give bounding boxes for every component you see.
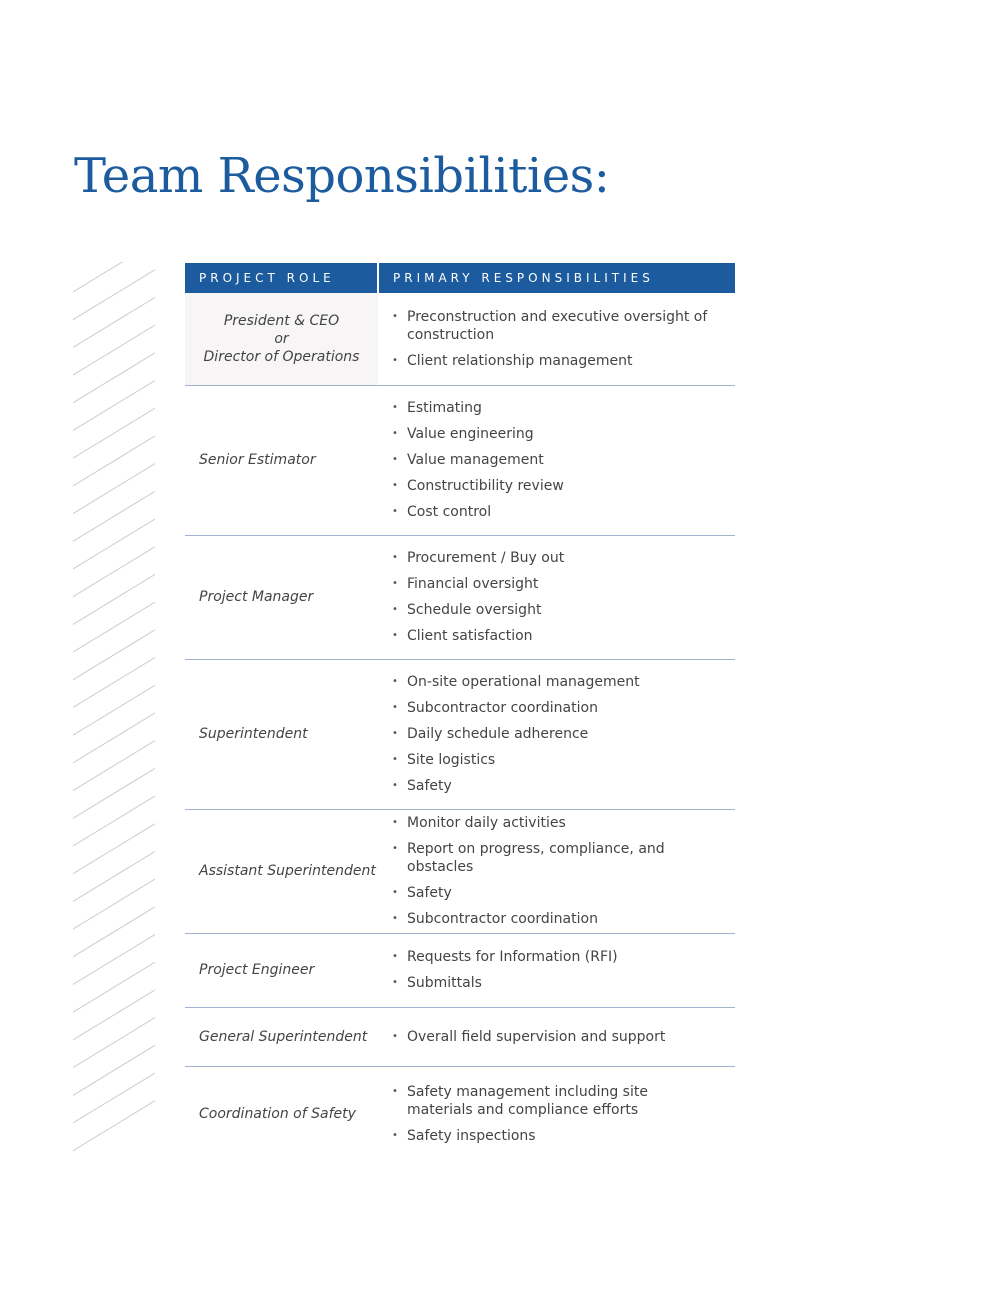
- hatch-line: [73, 630, 155, 680]
- hatch-line: [73, 325, 155, 375]
- page-title: Team Responsibilities:: [74, 148, 610, 204]
- list-item: • Daily schedule adherence: [392, 725, 729, 743]
- hatch-line: [73, 297, 155, 347]
- role-cell: Project Engineer: [185, 933, 378, 1007]
- list-item: • Safety: [392, 777, 729, 795]
- table-row: [185, 659, 735, 809]
- role-cell: General Superintendent: [185, 1007, 378, 1066]
- list-item: • Safety inspections: [392, 1127, 729, 1145]
- table-row: [185, 933, 735, 1007]
- responsibilities-cell: [378, 809, 735, 933]
- hatch-line: [73, 1073, 155, 1123]
- hatch-line: [73, 491, 155, 541]
- list-item: • Client satisfaction: [392, 627, 729, 645]
- hatch-line: [73, 436, 155, 486]
- table-row: [185, 809, 735, 933]
- decorative-hatch-pattern: [73, 262, 155, 1157]
- hatch-line: [73, 796, 155, 846]
- hatch-line: [73, 851, 155, 901]
- list-item: • Monitor daily activities: [392, 814, 729, 832]
- header-primary-responsibilities: PRIMARY RESPONSIBILITIES: [378, 263, 735, 293]
- list-item: • Constructibility review: [392, 477, 729, 495]
- list-item: • Subcontractor coordination: [392, 910, 729, 928]
- responsibilities-cell: [378, 385, 735, 535]
- role-cell: Project Manager: [185, 535, 378, 659]
- list-item: • Safety: [392, 884, 729, 902]
- responsibilities-table: [185, 263, 735, 1162]
- hatch-line: [73, 658, 155, 708]
- hatch-line: [73, 685, 155, 735]
- responsibilities-list: [392, 549, 729, 645]
- table-header-row: [185, 263, 735, 293]
- responsibilities-list: [392, 948, 729, 992]
- hatch-line: [73, 935, 155, 985]
- hatch-line: [73, 381, 155, 431]
- hatch-line: [73, 824, 155, 874]
- responsibilities-cell: [378, 293, 735, 385]
- hatch-line: [73, 574, 155, 624]
- list-item: • Overall field supervision and support: [392, 1028, 729, 1046]
- list-item: • Financial oversight: [392, 575, 729, 593]
- role-line: President & CEO: [223, 312, 340, 329]
- list-item: • Procurement / Buy out: [392, 549, 729, 567]
- hatch-line: [73, 768, 155, 818]
- responsibilities-cell: [378, 1066, 735, 1162]
- list-item: • Cost control: [392, 503, 729, 521]
- responsibilities-list: [392, 1028, 729, 1046]
- list-item: • Safety management including site materials and compliance efforts: [392, 1083, 729, 1119]
- list-item: • Estimating: [392, 399, 729, 417]
- responsibilities-list: [392, 673, 729, 795]
- table-row: [185, 535, 735, 659]
- hatch-line: [73, 907, 155, 957]
- hatch-line: [73, 602, 155, 652]
- role-cell: Superintendent: [185, 659, 378, 809]
- role-cell: Assistant Superintendent: [185, 809, 378, 933]
- responsibilities-list: [392, 814, 729, 928]
- responsibilities-list: [392, 399, 729, 521]
- list-item: • Client relationship management: [392, 352, 729, 370]
- role-cell: Senior Estimator: [185, 385, 378, 535]
- hatch-line: [73, 1018, 155, 1068]
- header-project-role: PROJECT ROLE: [185, 263, 378, 293]
- responsibilities-cell: [378, 1007, 735, 1066]
- hatch-line: [73, 741, 155, 791]
- responsibilities-list: [392, 308, 729, 370]
- responsibilities-list: [392, 1083, 729, 1145]
- list-item: • On-site operational management: [392, 673, 729, 691]
- responsibilities-cell: [378, 535, 735, 659]
- hatch-line: [73, 408, 155, 458]
- list-item: • Value engineering: [392, 425, 729, 443]
- hatch-line: [73, 547, 155, 597]
- list-item: • Subcontractor coordination: [392, 699, 729, 717]
- table-row: [185, 385, 735, 535]
- hatch-line: [73, 464, 155, 514]
- table-row: [185, 1066, 735, 1162]
- hatch-line: [73, 519, 155, 569]
- role-cell: Coordination of Safety: [199, 1106, 356, 1123]
- hatch-line: [73, 990, 155, 1040]
- list-item: • Value management: [392, 451, 729, 469]
- list-item: • Preconstruction and executive oversight of construction: [392, 308, 729, 344]
- list-item: • Site logistics: [392, 751, 729, 769]
- hatch-line: [73, 270, 155, 320]
- responsibilities-cell: [378, 659, 735, 809]
- hatch-line: [73, 1045, 155, 1095]
- role-cell: [185, 293, 378, 385]
- table-row: [185, 293, 735, 385]
- hatch-line: [73, 713, 155, 763]
- list-item: • Submittals: [392, 974, 729, 992]
- role-line: or: [274, 330, 289, 347]
- list-item: • Report on progress, compliance, and obstacles: [392, 840, 729, 876]
- table-row: [185, 1007, 735, 1066]
- hatch-line: [73, 962, 155, 1012]
- list-item: • Schedule oversight: [392, 601, 729, 619]
- responsibilities-cell: [378, 933, 735, 1007]
- role-line: Director of Operations: [203, 348, 360, 365]
- list-item: • Requests for Information (RFI): [392, 948, 729, 966]
- hatch-line: [73, 353, 155, 403]
- hatch-line: [73, 1101, 155, 1151]
- hatch-line: [73, 879, 155, 929]
